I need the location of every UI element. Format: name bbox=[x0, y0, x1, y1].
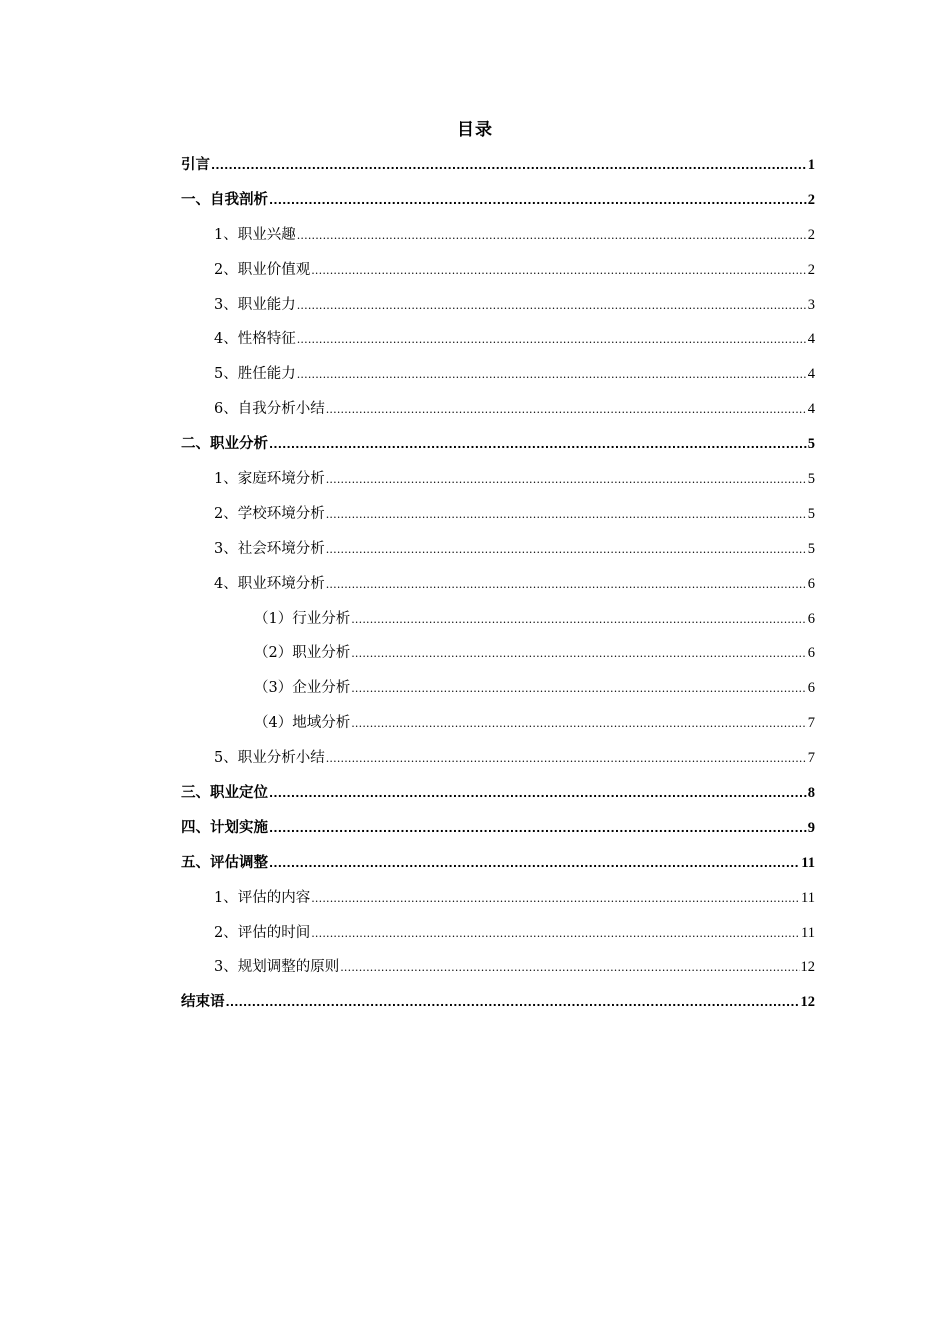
toc-entry-page-number: 6 bbox=[807, 575, 815, 592]
toc-list bbox=[181, 148, 815, 1020]
toc-entry-label: 2、学校环境分析 bbox=[214, 505, 325, 522]
toc-entry[interactable] bbox=[181, 253, 815, 288]
toc-dot-leader bbox=[269, 428, 807, 462]
toc-entry-page-number: 3 bbox=[807, 296, 815, 313]
toc-entry-page-number: 7 bbox=[807, 715, 815, 732]
toc-entry-label: 结束语 bbox=[181, 994, 225, 1011]
toc-entry-page-number: 7 bbox=[807, 750, 815, 767]
toc-dot-leader bbox=[269, 184, 807, 218]
toc-entry[interactable] bbox=[181, 148, 815, 183]
toc-entry-label: 3、规划调整的原则 bbox=[214, 959, 340, 976]
toc-entry[interactable] bbox=[181, 776, 815, 811]
toc-dot-leader bbox=[311, 254, 807, 288]
toc-dot-leader bbox=[269, 847, 800, 881]
toc-entry-label: 2、职业价值观 bbox=[214, 261, 311, 278]
toc-entry-label: 6、自我分析小结 bbox=[214, 401, 325, 418]
toc-entry-page-number: 6 bbox=[807, 645, 815, 662]
toc-entry-page-number: 4 bbox=[807, 366, 815, 383]
toc-entry-page-number: 2 bbox=[807, 191, 815, 208]
toc-entry-page-number: 12 bbox=[800, 994, 815, 1011]
toc-entry[interactable] bbox=[181, 427, 815, 462]
toc-entry-label: （1）行业分析 bbox=[254, 610, 351, 627]
toc-dot-leader bbox=[297, 219, 807, 253]
toc-entry-page-number: 4 bbox=[807, 331, 815, 348]
toc-entry[interactable] bbox=[181, 322, 815, 357]
toc-dot-leader bbox=[226, 986, 800, 1020]
toc-dot-leader bbox=[351, 672, 807, 706]
toc-dot-leader bbox=[340, 951, 799, 985]
toc-entry-page-number: 2 bbox=[807, 226, 815, 243]
toc-entry-label: 4、职业环境分析 bbox=[214, 575, 325, 592]
toc-entry-label: 三、职业定位 bbox=[181, 785, 268, 802]
toc-entry-label: 二、职业分析 bbox=[181, 436, 268, 453]
toc-entry-label: 5、胜任能力 bbox=[214, 366, 296, 383]
toc-entry-label: 引言 bbox=[181, 157, 210, 173]
toc-dot-leader bbox=[211, 149, 807, 183]
toc-entry-page-number: 1 bbox=[807, 157, 815, 173]
toc-entry[interactable] bbox=[181, 288, 815, 323]
toc-entry-page-number: 8 bbox=[807, 785, 815, 802]
toc-dot-leader bbox=[269, 812, 807, 846]
toc-entry[interactable] bbox=[181, 811, 815, 846]
toc-entry-label: （4）地域分析 bbox=[254, 715, 351, 732]
toc-entry-label: 3、社会环境分析 bbox=[214, 540, 325, 557]
toc-entry[interactable] bbox=[181, 950, 815, 985]
toc-entry-page-number: 11 bbox=[801, 889, 815, 906]
toc-entry[interactable] bbox=[181, 602, 815, 637]
toc-entry-page-number: 9 bbox=[807, 819, 815, 836]
toc-entry-label: 一、自我剖析 bbox=[181, 191, 268, 208]
toc-entry-page-number: 11 bbox=[801, 924, 815, 941]
toc-entry[interactable] bbox=[181, 846, 815, 881]
toc-entry[interactable] bbox=[181, 741, 815, 776]
toc-entry-label: 4、性格特征 bbox=[214, 331, 296, 348]
toc-entry[interactable] bbox=[181, 706, 815, 741]
toc-entry[interactable] bbox=[181, 916, 815, 951]
toc-entry-label: （3）企业分析 bbox=[254, 680, 351, 697]
toc-entry-page-number: 12 bbox=[800, 959, 815, 976]
toc-dot-leader bbox=[326, 568, 807, 602]
toc-entry[interactable] bbox=[181, 985, 815, 1020]
toc-entry-label: 四、计划实施 bbox=[181, 819, 268, 836]
toc-entry-label: 2、评估的时间 bbox=[214, 924, 311, 941]
toc-entry-page-number: 5 bbox=[807, 540, 815, 557]
toc-entry[interactable] bbox=[181, 532, 815, 567]
toc-dot-leader bbox=[326, 533, 807, 567]
toc-entry-page-number: 5 bbox=[807, 471, 815, 488]
toc-entry[interactable] bbox=[181, 567, 815, 602]
toc-entry-label: （2）职业分析 bbox=[254, 645, 351, 662]
toc-entry-page-number: 11 bbox=[801, 854, 815, 871]
toc-dot-leader bbox=[351, 603, 807, 637]
toc-dot-leader bbox=[326, 463, 807, 497]
toc-entry[interactable] bbox=[181, 183, 815, 218]
toc-entry-label: 3、职业能力 bbox=[214, 296, 296, 313]
toc-entry-label: 1、评估的内容 bbox=[214, 889, 311, 906]
toc-entry-page-number: 6 bbox=[807, 680, 815, 697]
toc-entry-page-number: 4 bbox=[807, 401, 815, 418]
toc-entry-page-number: 2 bbox=[807, 261, 815, 278]
toc-dot-leader bbox=[297, 358, 807, 392]
toc-dot-leader bbox=[297, 289, 807, 323]
toc-entry-page-number: 6 bbox=[807, 610, 815, 627]
toc-entry-label: 1、职业兴趣 bbox=[214, 226, 296, 243]
toc-entry[interactable] bbox=[181, 357, 815, 392]
toc-entry-label: 1、家庭环境分析 bbox=[214, 471, 325, 488]
toc-entry-page-number: 5 bbox=[807, 505, 815, 522]
toc-entry[interactable] bbox=[181, 671, 815, 706]
toc-entry[interactable] bbox=[181, 392, 815, 427]
toc-entry[interactable] bbox=[181, 497, 815, 532]
toc-dot-leader bbox=[326, 742, 807, 776]
toc-entry-label: 五、评估调整 bbox=[181, 854, 268, 871]
toc-entry-page-number: 5 bbox=[807, 436, 815, 453]
toc-dot-leader bbox=[311, 917, 800, 951]
toc-dot-leader bbox=[351, 637, 807, 671]
toc-dot-leader bbox=[311, 882, 800, 916]
toc-entry[interactable] bbox=[181, 636, 815, 671]
toc-entry[interactable] bbox=[181, 218, 815, 253]
toc-dot-leader bbox=[269, 777, 807, 811]
toc-dot-leader bbox=[297, 323, 807, 357]
toc-entry-label: 5、职业分析小结 bbox=[214, 750, 325, 767]
toc-title: 目录 bbox=[457, 120, 493, 140]
toc-entry[interactable] bbox=[181, 462, 815, 497]
toc-dot-leader bbox=[326, 393, 807, 427]
toc-dot-leader bbox=[351, 707, 807, 741]
toc-entry[interactable] bbox=[181, 881, 815, 916]
toc-dot-leader bbox=[326, 498, 807, 532]
